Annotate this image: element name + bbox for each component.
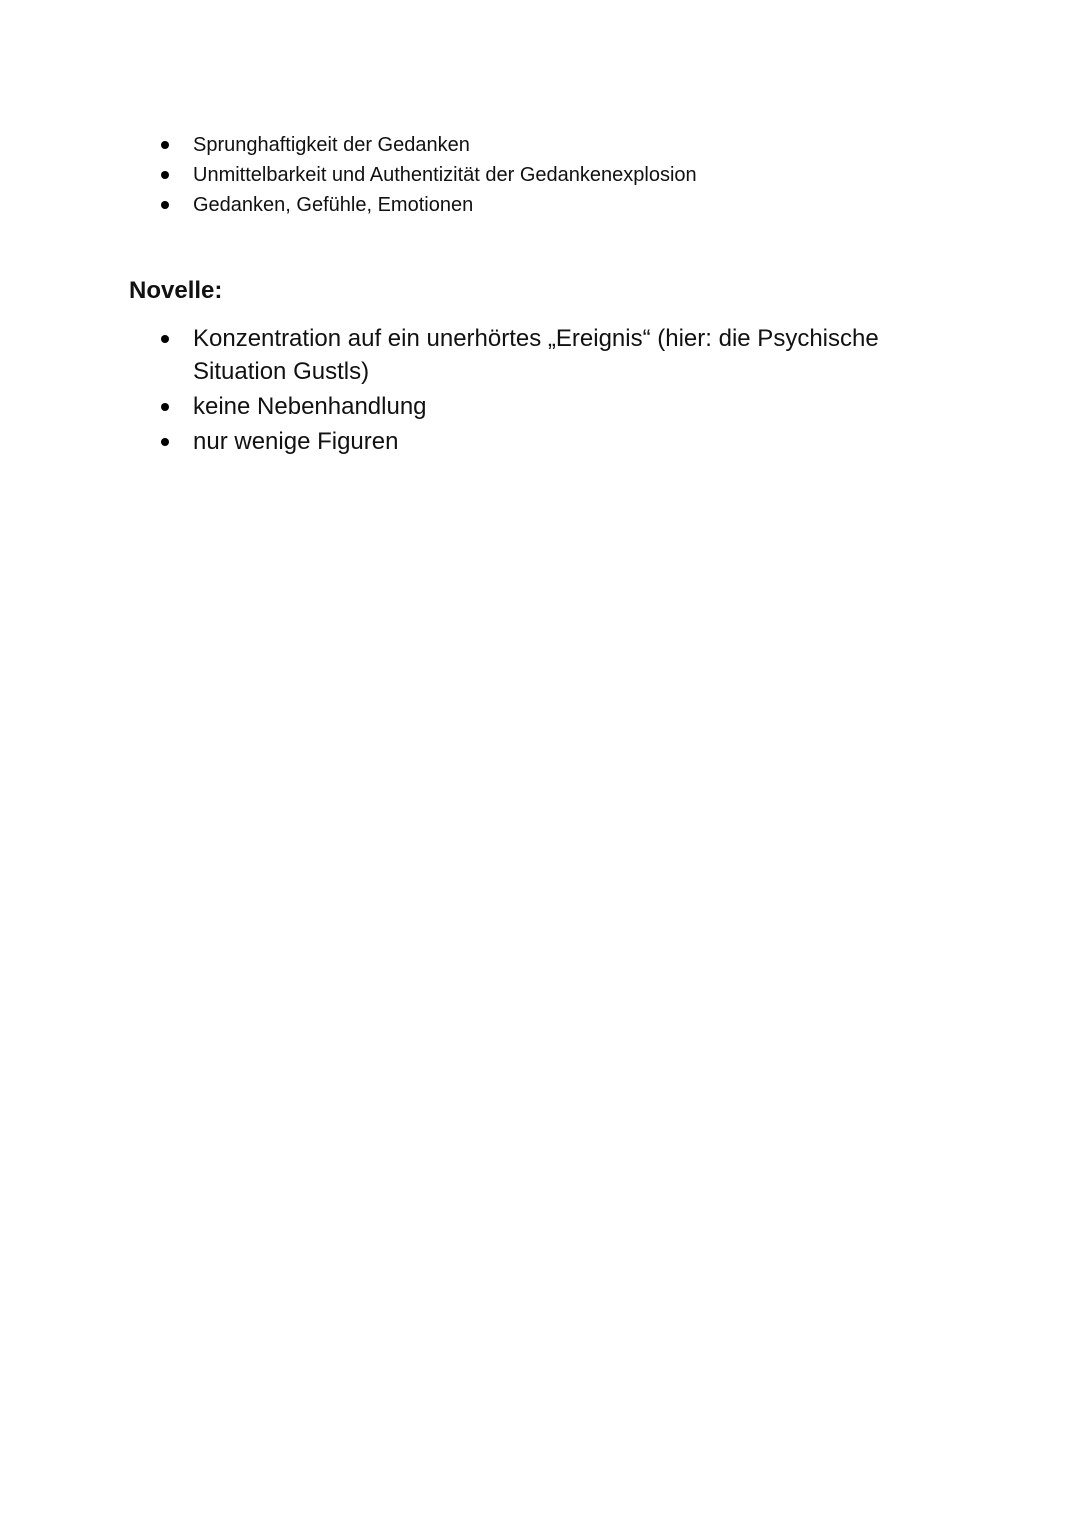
- list-item: [193, 190, 993, 220]
- list-item-text: Konzentration auf ein unerhörtes „Ereignis“ (hier: die Psychische Situation Gustls): [193, 325, 879, 385]
- list-item-text: Sprunghaftigkeit der Gedanken: [193, 134, 470, 156]
- bullet-icon: [161, 403, 169, 411]
- list-item: [193, 160, 993, 190]
- bullet-icon: [161, 201, 169, 209]
- list-item: [193, 390, 913, 423]
- bullet-icon: [161, 335, 169, 343]
- bullet-icon: [161, 438, 169, 446]
- list-item: [193, 425, 913, 458]
- list-item: [193, 322, 913, 388]
- list-item: [193, 130, 993, 160]
- intro-bullet-list: [193, 130, 993, 220]
- list-item-text: keine Nebenhandlung: [193, 393, 427, 420]
- novelle-bullet-list: [193, 322, 913, 460]
- list-item-text: nur wenige Figuren: [193, 428, 399, 455]
- section-heading: Novelle:: [129, 277, 223, 304]
- list-item-text: Gedanken, Gefühle, Emotionen: [193, 194, 474, 216]
- bullet-icon: [161, 141, 169, 149]
- bullet-icon: [161, 171, 169, 179]
- list-item-text: Unmittelbarkeit und Authentizität der Gedankenexplosion: [193, 164, 697, 186]
